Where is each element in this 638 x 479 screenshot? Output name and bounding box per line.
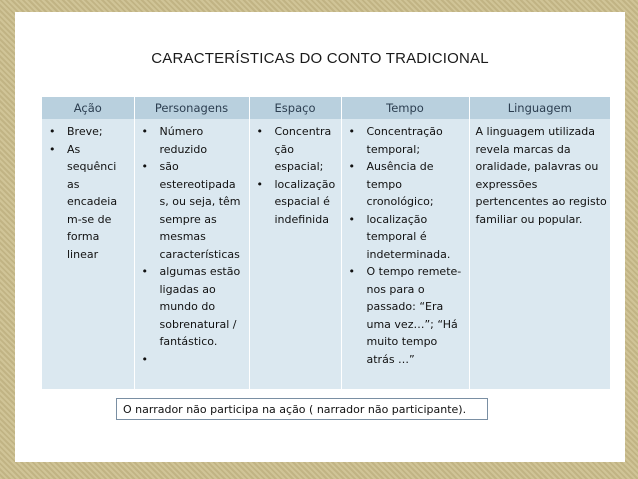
- list-item: • Concentração temporal;: [345, 123, 466, 158]
- slide: [15, 12, 625, 462]
- list-item: • são estereotipada s, ou seja, têm sempre as mesmas características: [138, 158, 246, 263]
- list-item: • As sequênci as encadeia m-se de forma linear: [45, 141, 131, 264]
- header-personagens: Personagens: [134, 97, 249, 119]
- list-item: • localização temporal é indeterminada.: [345, 211, 466, 264]
- cell-espaco: [249, 119, 341, 389]
- table-header-row: [42, 97, 610, 119]
- cell-personagens: [134, 119, 249, 389]
- list-item-empty: [138, 351, 246, 368]
- list-item: • algumas estão ligadas ao mundo do sobrenatural / fantástico.: [138, 263, 246, 351]
- list-item: • O tempo remete-nos para o passado: “Era uma vez…”; “Há muito tempo atrás …”: [345, 263, 466, 368]
- slide-title: CARACTERÍSTICAS DO CONTO TRADICIONAL: [151, 50, 489, 67]
- header-acao: Ação: [42, 97, 134, 119]
- list-item: • Número reduzido: [138, 123, 246, 158]
- list-item: • Breve;: [45, 123, 131, 141]
- cell-linguagem: [469, 119, 610, 389]
- cell-tempo: [341, 119, 469, 389]
- cell-acao: [42, 119, 134, 389]
- list-item: • localização espacial é indefinida: [253, 176, 338, 229]
- table-row: [42, 119, 610, 389]
- header-espaco: Espaço: [249, 97, 341, 119]
- header-tempo: Tempo: [341, 97, 469, 119]
- narrator-note: O narrador não participa na ação ( narrador não participante).: [116, 398, 488, 420]
- characteristics-table: [42, 97, 610, 389]
- list-item: • Concentra ção espacial;: [253, 123, 338, 176]
- list-item: • Ausência de tempo cronológico;: [345, 158, 466, 211]
- linguagem-text: A linguagem utilizada revela marcas da oralidade, palavras ou expressões pertencentes ao registo familiar ou popular.: [475, 125, 607, 226]
- header-linguagem: Linguagem: [469, 97, 610, 119]
